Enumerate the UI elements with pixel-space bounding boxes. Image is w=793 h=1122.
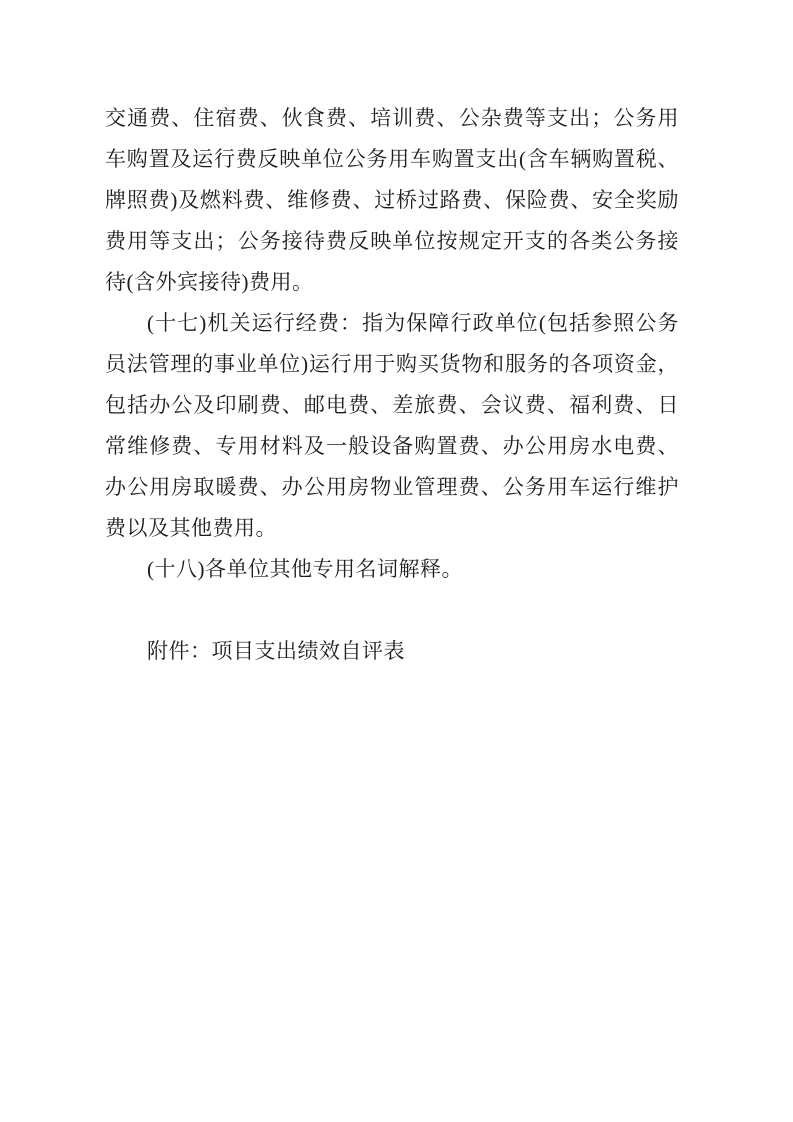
paragraph-item-eighteen: (十八)各单位其他专用名词解释。 — [147, 557, 463, 581]
attachment-note: 附件：项目支出绩效自评表 — [147, 639, 405, 663]
paragraph-item-seventeen: (十七)机关运行经费：指为保障行政单位(包括参照公务员法管理的事业单位)运行用于购买货物和服务的各项资金，包括办公及印刷费、邮电费、差旅费、会议费、福利费、日常维修费、专用材料及一般设备购置费、办公用房水电费、办公用房取暖费、办公用房物业管理费、公务用车运行维护费以及其他费用。 — [105, 311, 679, 540]
paragraph-budget-terms-continuation: 交通费、住宿费、伙食费、培训费、公杂费等支出；公务用车购置及运行费反映单位公务用车购置支出(含车辆购置税、牌照费)及燃料费、维修费、过桥过路费、保险费、安全奖励费用等支出；公务接待费反映单位按规定开支的各类公务接待(含外宾接待)费用。 — [105, 106, 679, 294]
document-text-block — [105, 98, 679, 672]
